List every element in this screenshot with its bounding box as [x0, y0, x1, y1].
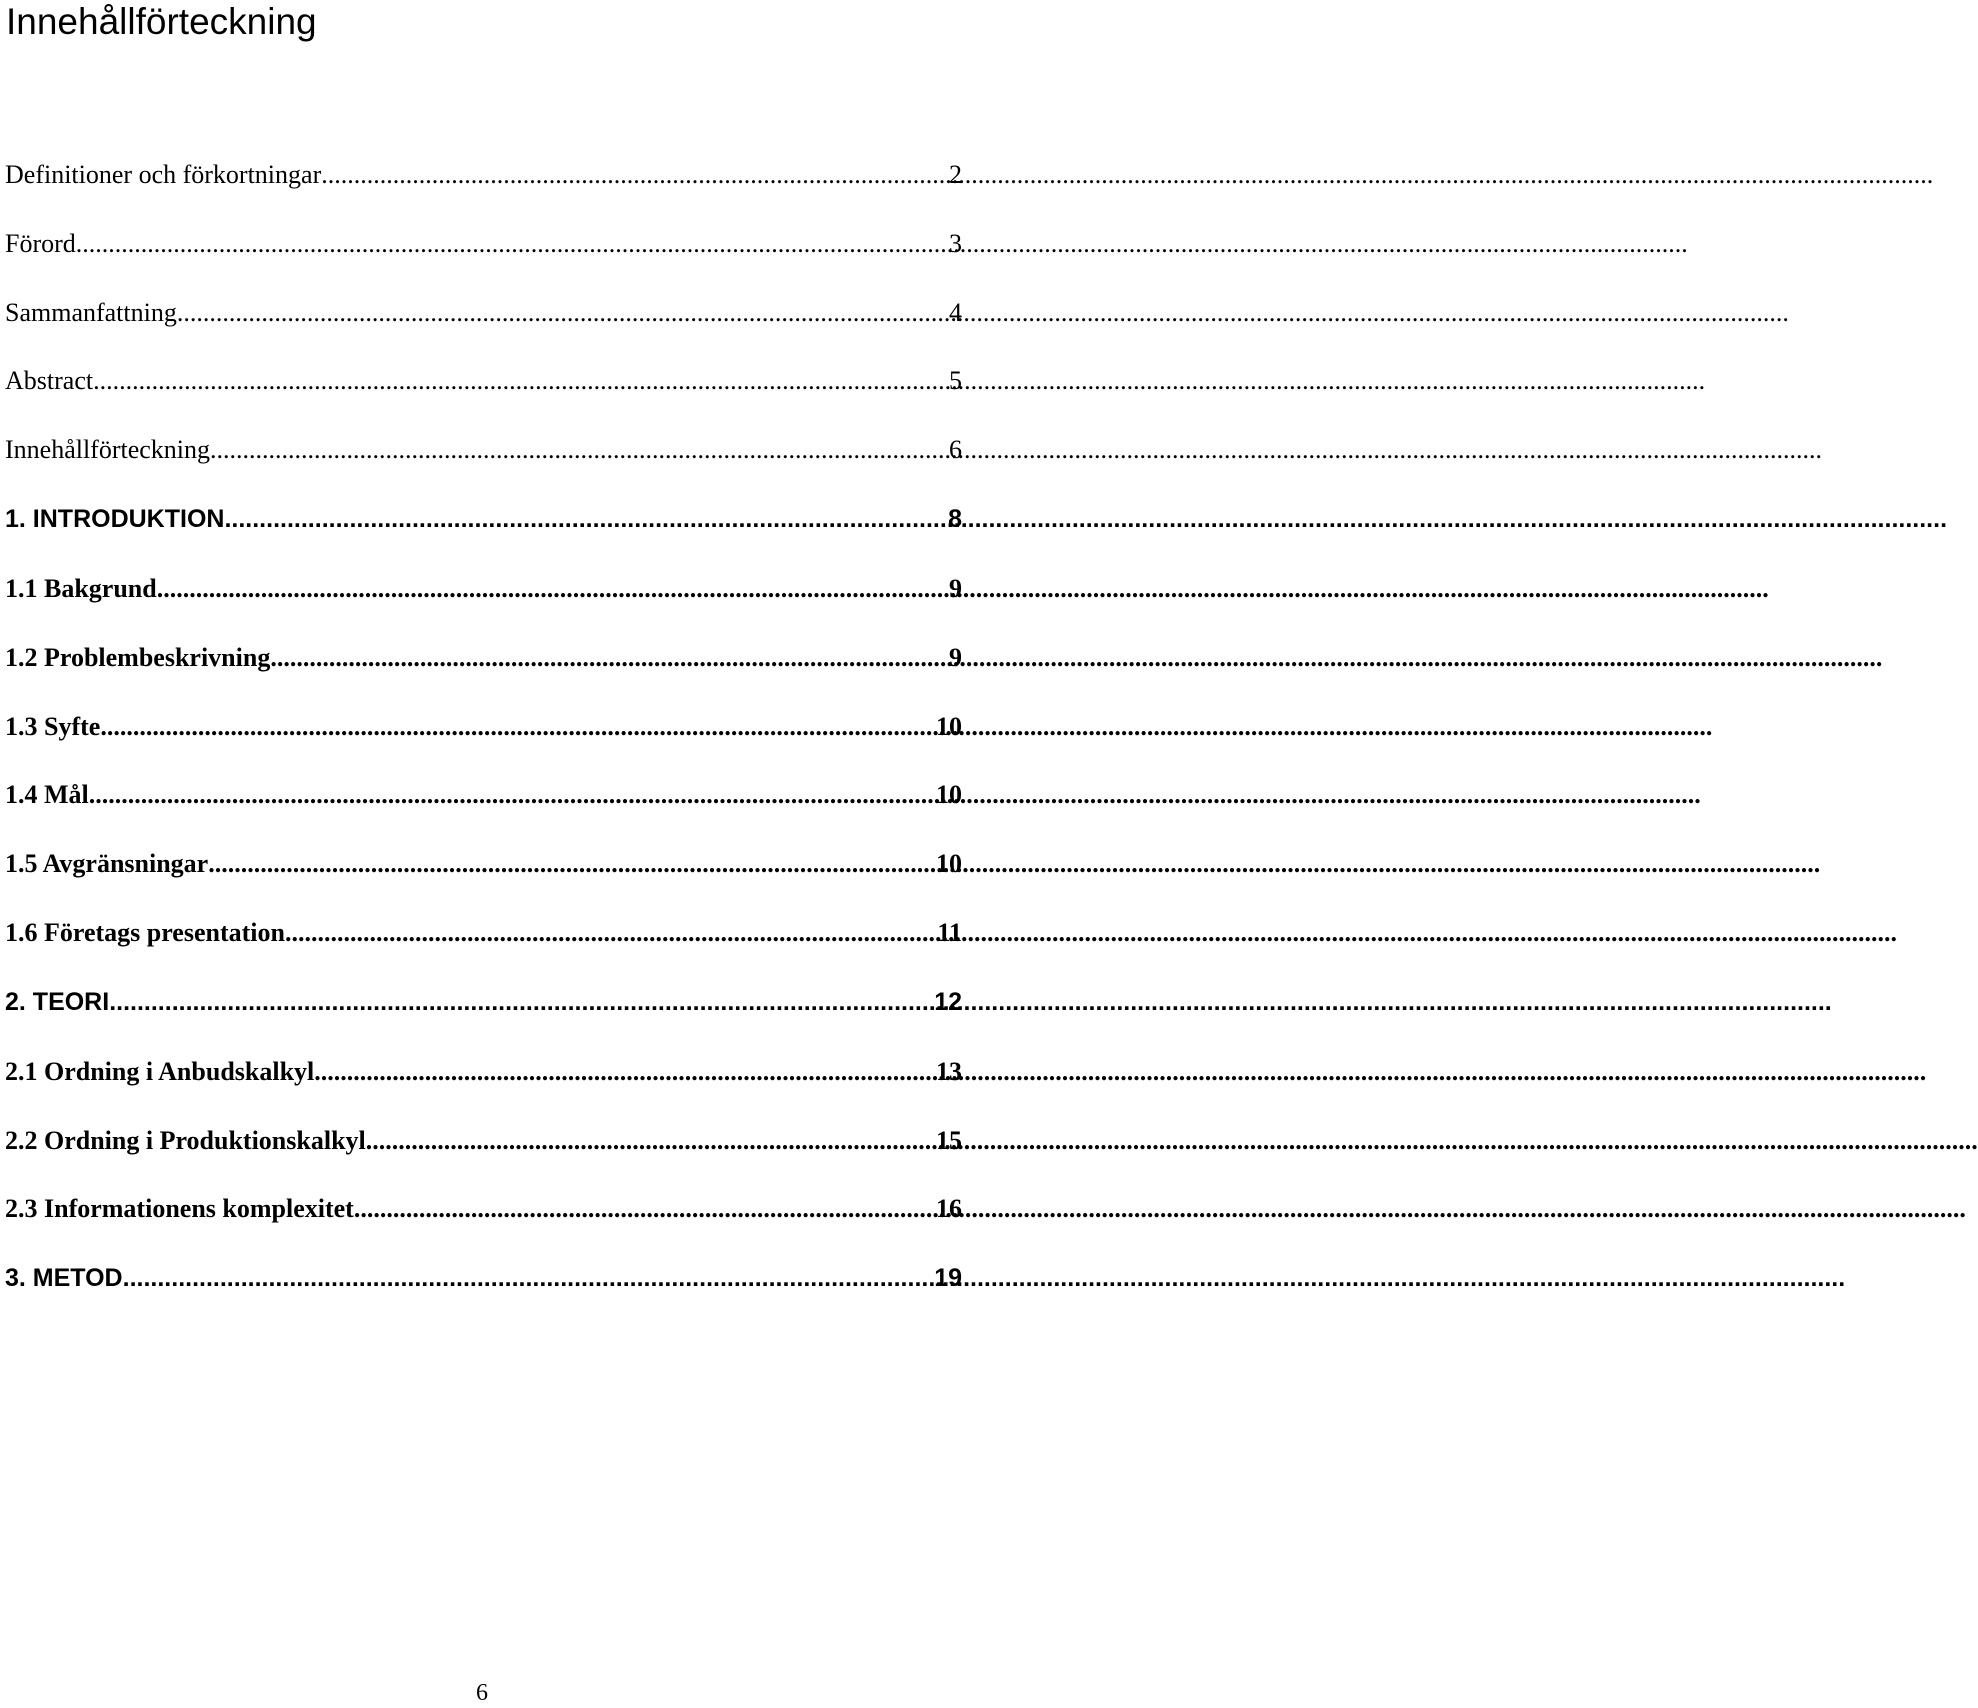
- toc-entry-page: 10: [936, 780, 962, 809]
- toc-entry-mal[interactable]: [5, 780, 962, 820]
- toc-entry-page: 10: [936, 849, 962, 878]
- toc-entry-page: 3: [949, 229, 962, 258]
- toc-entry-teori[interactable]: [5, 988, 962, 1028]
- toc-entry-label: Förord: [5, 229, 76, 258]
- table-of-contents: [5, 0, 963, 1708]
- dot-leader: [270, 643, 947, 673]
- toc-entry-page: 11: [937, 918, 962, 947]
- page-number: 6: [476, 1680, 488, 1706]
- toc-entry-page: 15: [936, 1126, 962, 1155]
- toc-entry-label: 2.1 Ordning i Anbudskalkyl: [5, 1057, 315, 1086]
- toc-entry-sammanfattning[interactable]: [5, 298, 962, 338]
- dot-leader: [208, 849, 934, 879]
- toc-entry-page: 10: [936, 712, 962, 741]
- toc-entry-page: 4: [949, 298, 962, 327]
- toc-entry-label: 1.5 Avgränsningar: [5, 849, 209, 878]
- toc-entry-introduktion[interactable]: [5, 505, 962, 545]
- toc-entry-problembeskrivning[interactable]: [5, 643, 962, 683]
- toc-entry-label: 1. INTRODUKTION: [5, 505, 225, 533]
- toc-entry-label: 1.2 Problembeskrivning: [5, 643, 271, 672]
- toc-entry-label: 2. TEORI: [5, 988, 110, 1016]
- toc-entry-page: 13: [936, 1057, 962, 1086]
- toc-entry-forord[interactable]: [5, 229, 962, 269]
- dot-leader: [321, 160, 947, 190]
- toc-entry-informationens-komplexitet[interactable]: [5, 1194, 962, 1234]
- dot-leader: [210, 435, 947, 465]
- toc-entry-page: 19: [934, 1264, 962, 1292]
- toc-entry-label: Sammanfattning: [5, 298, 177, 327]
- toc-entry-syfte[interactable]: [5, 712, 962, 752]
- toc-entry-page: 8: [948, 505, 962, 533]
- dot-leader: [109, 988, 932, 1017]
- dot-leader: [224, 505, 946, 534]
- toc-entry-label: Abstract: [5, 366, 94, 395]
- toc-entry-page: 9: [949, 643, 962, 672]
- toc-entry-label: Definitioner och förkortningar: [5, 160, 322, 189]
- toc-entry-definitioner[interactable]: [5, 160, 962, 200]
- page-title: Innehållförteckning: [6, 1, 317, 42]
- dot-leader: [366, 1126, 934, 1156]
- toc-entry-produktionskalkyl[interactable]: [5, 1126, 962, 1166]
- toc-entry-foretags-presentation[interactable]: [5, 918, 962, 958]
- dot-leader: [76, 229, 947, 259]
- toc-entry-label: 3. METOD: [5, 1264, 123, 1292]
- toc-entry-page: 12: [934, 988, 962, 1016]
- toc-entry-label: 1.1 Bakgrund: [5, 574, 157, 603]
- toc-entry-label: 1.4 Mål: [5, 780, 89, 809]
- toc-entry-abstract[interactable]: [5, 366, 962, 406]
- toc-entry-label: 1.3 Syfte: [5, 712, 101, 741]
- toc-entry-label: 2.3 Informationens komplexitet: [5, 1194, 354, 1223]
- toc-entry-bakgrund[interactable]: [5, 574, 962, 614]
- dot-leader: [314, 1057, 934, 1087]
- toc-entry-label: 2.2 Ordning i Produktionskalkyl: [5, 1126, 366, 1155]
- dot-leader: [177, 298, 947, 328]
- toc-entry-avgransningar[interactable]: [5, 849, 962, 889]
- dot-leader: [354, 1194, 934, 1224]
- toc-entry-page: 5: [949, 366, 962, 395]
- toc-entry-page: 16: [936, 1194, 962, 1223]
- dot-leader: [89, 780, 934, 810]
- toc-entry-label: 1.6 Företags presentation: [5, 918, 285, 947]
- dot-leader: [157, 574, 947, 604]
- toc-entry-innehallforteckning[interactable]: [5, 435, 962, 475]
- dot-leader: [285, 918, 935, 948]
- toc-entry-metod[interactable]: [5, 1264, 962, 1304]
- toc-entry-page: 9: [949, 574, 962, 603]
- toc-entry-page: 2: [949, 160, 962, 189]
- toc-entry-label: Innehållförteckning: [5, 435, 211, 464]
- dot-leader: [123, 1264, 933, 1293]
- toc-entry-anbudskalkyl[interactable]: [5, 1057, 962, 1097]
- dot-leader: [100, 712, 934, 742]
- dot-leader: [93, 366, 947, 396]
- toc-entry-page: 6: [949, 435, 962, 464]
